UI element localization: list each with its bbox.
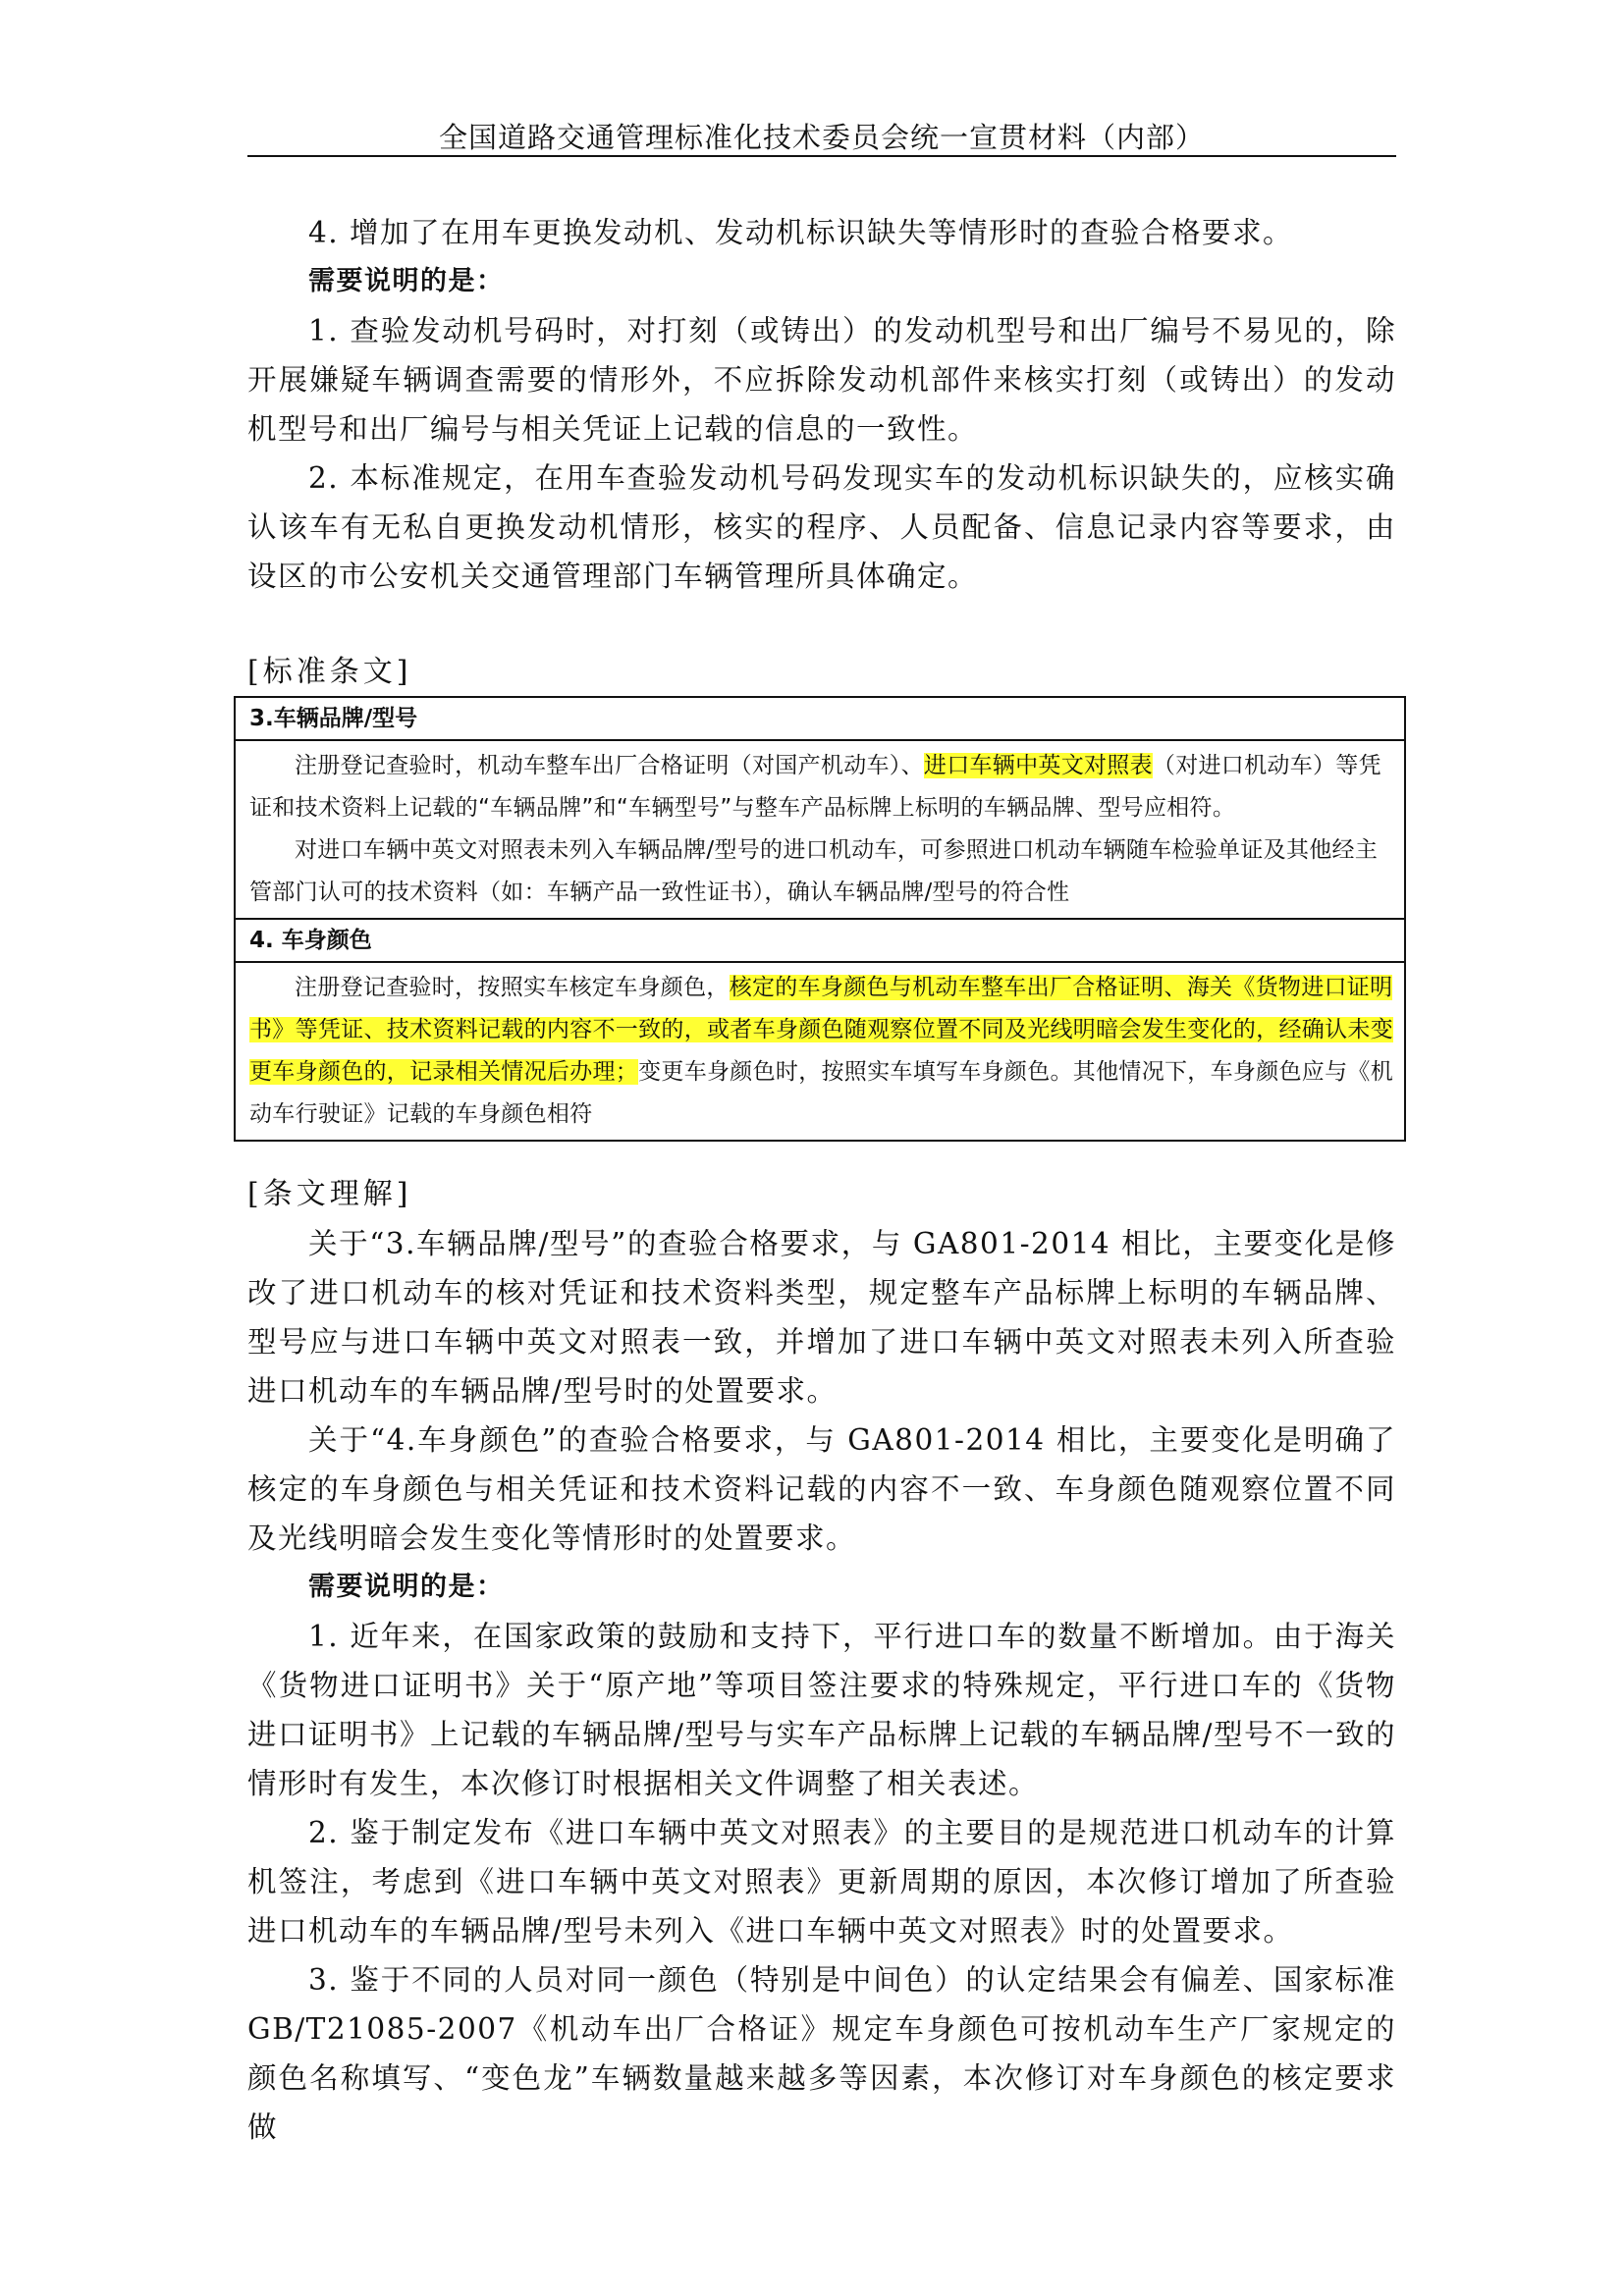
table-row [235, 697, 1405, 740]
intro-paragraph-1: 4. 增加了在用车更换发动机、发动机标识缺失等情形时的查验合格要求。 [308, 216, 1294, 249]
intro-section [247, 208, 1396, 601]
clause-4-text-b: 变更车身颜色时，按照实车填写车身颜色。其他情况下，车身颜色应与《机动车行驶证》记载的车身颜色相符 [249, 1059, 1394, 1127]
table-row [235, 962, 1405, 1141]
interp-note-1: 1. 近年来，在国家政策的鼓励和支持下，平行进口车的数量不断增加。由于海关《货物进口证明书》关于“原产地”等项目签注要求的特殊规定，平行进口车的《货物进口证明书》上记载的车辆品牌/型号与实车产品标牌上记载的车辆品牌/型号不一致的情形时有发生，本次修订时根据相关文件调整了相关表述。 [247, 1620, 1396, 1800]
interp-paragraph-1: 关于“3.车辆品牌/型号”的查验合格要求，与 GA801-2014 相比，主要变化是修改了进口机动车的核对凭证和技术资料类型，规定整车产品标牌上标明的车辆品牌、型号应与进口车辆中英文对照表一致，并增加了进口车辆中英文对照表未列入所查验进口机动车的车辆品牌/型号时的处置要求。 [247, 1227, 1396, 1408]
std-section-label-wrap [247, 648, 1396, 697]
clause-3-title: 3.车辆品牌/型号 [235, 697, 1405, 740]
clause-4-highlight: 核定的车身颜色与机动车整车出厂合格证明、海关《货物进口证明书》等凭证、技术资料记载的内容不一致的，或者车身颜色随观察位置不同及光线明暗会发生变化的，经确认未变更车身颜色的，记录相关情况后办理； [249, 975, 1393, 1085]
clause-3-text-a: 注册登记查验时，机动车整车出厂合格证明（对国产机动车）、 [295, 753, 924, 778]
interp-note-2: 2. 鉴于制定发布《进口车辆中英文对照表》的主要目的是规范进口机动车的计算机签注，考虑到《进口车辆中英文对照表》更新周期的原因，本次修订增加了所查验进口机动车的车辆品牌/型号未列入《进口车辆中英文对照表》时的处置要求。 [247, 1816, 1396, 1948]
interpretation-section [247, 1170, 1396, 2152]
clause-3-highlight: 进口车辆中英文对照表 [923, 753, 1153, 778]
clause-3-text-b: （对进口机动车）等凭证和技术资料上记载的“车辆品牌”和“车辆型号”与整车产品标牌上标明的车辆品牌、型号应相符。 [249, 753, 1381, 821]
intro-note-2: 2. 本标准规定，在用车查验发动机号码发现实车的发动机标识缺失的，应核实确认该车有无私自更换发动机情形，核实的程序、人员配备、信息记录内容等要求，由设区的市公安机关交通管理部门车辆管理所具体确定。 [247, 461, 1396, 593]
clause-4-paragraph-1 [249, 967, 1394, 1136]
clause-4-body [235, 962, 1405, 1141]
table-row [235, 919, 1405, 962]
interp-section-label: [条文理解] [247, 1177, 412, 1211]
table-row [235, 740, 1405, 919]
header-divider [247, 155, 1396, 157]
interp-note-heading: 需要说明的是： [308, 1572, 505, 1602]
interp-note-3: 3. 鉴于不同的人员对同一颜色（特别是中间色）的认定结果会有偏差、国家标准 GB/T21085-2007《机动车出厂合格证》规定车身颜色可按机动车生产厂家规定的颜色名称填写、“变色龙”车辆数量越来越多等因素，本次修订对车身颜色的核定要求做 [247, 1963, 1396, 2144]
intro-note-1: 1. 查验发动机号码时，对打刻（或铸出）的发动机型号和出厂编号不易见的，除开展嫌疑车辆调查需要的情形外，不应拆除发动机部件来核实打刻（或铸出）的发动机型号和出厂编号与相关凭证上记载的信息的一致性。 [247, 314, 1396, 446]
clause-3-paragraph-2: 对进口车辆中英文对照表未列入车辆品牌/型号的进口机动车，可参照进口机动车辆随车检验单证及其他经主管部门认可的技术资料（如：车辆产品一致性证书），确认车辆品牌/型号的符合性 [249, 837, 1379, 905]
standard-clause-table [234, 696, 1406, 1142]
std-section-label: [标准条文] [247, 655, 412, 689]
clause-4-title: 4. 车身颜色 [235, 919, 1405, 962]
clause-3-body [235, 740, 1405, 919]
clause-4-text-a: 注册登记查验时，按照实车核定车身颜色， [295, 975, 730, 1000]
clause-3-paragraph-1 [249, 745, 1394, 829]
intro-note-heading: 需要说明的是： [308, 266, 505, 296]
interp-paragraph-2: 关于“4.车身颜色”的查验合格要求，与 GA801-2014 相比，主要变化是明确了核定的车身颜色与相关凭证和技术资料记载的内容不一致、车身颜色随观察位置不同及光线明暗会发生变化等情形时的处置要求。 [247, 1423, 1396, 1555]
page-header: 全国道路交通管理标准化技术委员会统一宣贯材料（内部） [438, 121, 1205, 154]
